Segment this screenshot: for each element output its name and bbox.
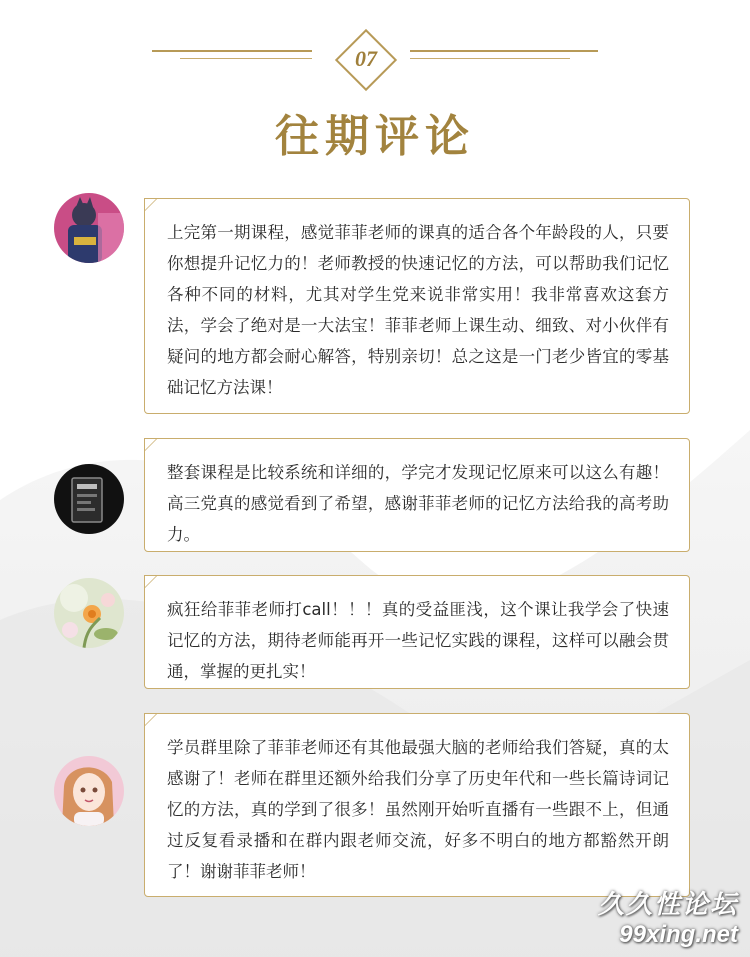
watermark-url: 99xing.net (619, 921, 738, 948)
site-watermark (598, 884, 738, 949)
comment-bubble (144, 575, 690, 689)
section-number: 07 (355, 46, 377, 71)
watermark-name: 久久性论坛 (597, 890, 738, 920)
anime-girl-avatar-icon (54, 756, 124, 826)
comment-bubble (144, 438, 690, 552)
dark-book-avatar-icon (54, 464, 124, 534)
section-header (0, 30, 750, 170)
header-line-right-top (410, 50, 598, 52)
section-title: 往期评论 (275, 111, 475, 162)
comment-text: 疯狂给菲菲老师打call！！！真的受益匪浅，这个课让我学会了快速记忆的方法，期待老师能再开一些记忆实践的课程，这样可以融会贯通，掌握的更扎实！ (167, 600, 669, 681)
header-line-right-bottom (410, 58, 570, 59)
comment-text: 学员群里除了菲菲老师还有其他最强大脑的老师给我们答疑，真的太感谢了！老师在群里还额外给我们分享了历史年代和一些长篇诗词记忆的方法，真的学到了很多！虽然刚开始听直播有一些跟不上，但通过反复看录播和在群内跟老师交流，好多不明白的地方都豁然开朗了！谢谢菲菲老师！ (167, 738, 669, 881)
comment-bubble (144, 713, 690, 897)
header-line-left-bottom (180, 58, 312, 59)
comment-text: 上完第一期课程，感觉菲菲老师的课真的适合各个年龄段的人，只要你想提升记忆力的！老师教授的快速记忆的方法，可以帮助我们记忆各种不同的材料，尤其对学生党来说非常实用！我非常喜欢这套方法，学会了绝对是一大法宝！菲菲老师上课生动、细致、对小伙伴有疑问的地方都会耐心解答，特别亲切！总之这是一门老少皆宜的零基础记忆方法课！ (167, 223, 669, 397)
comment-text: 整套课程是比较系统和详细的，学完才发现记忆原来可以这么有趣！高三党真的感觉看到了希望，感谢菲菲老师的记忆方法给我的高考助力。 (167, 463, 669, 544)
costume-character-avatar-icon (54, 193, 124, 263)
header-line-left-top (152, 50, 312, 52)
flower-avatar-icon (54, 578, 124, 648)
comment-bubble (144, 198, 690, 414)
